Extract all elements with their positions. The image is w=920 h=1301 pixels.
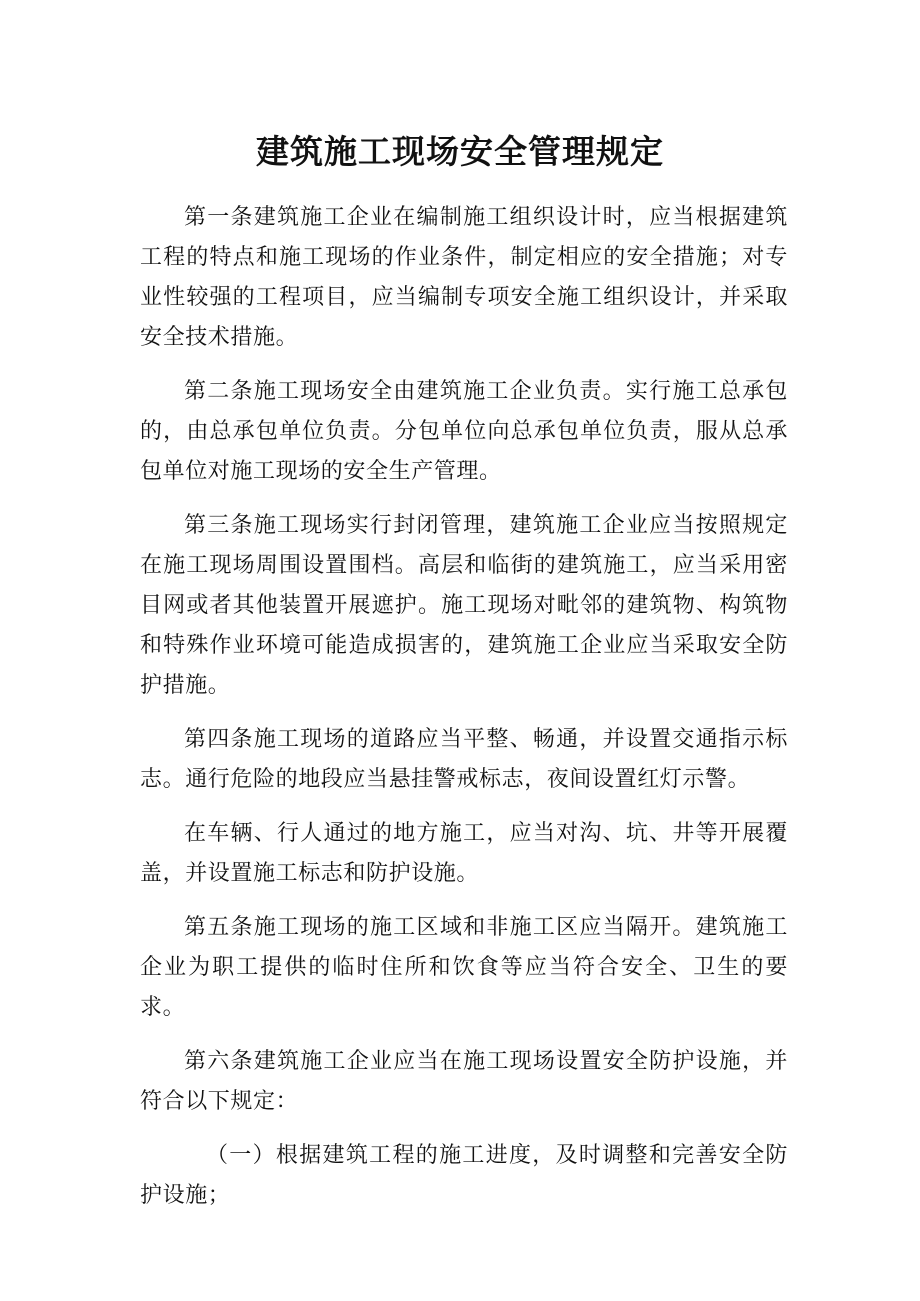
article-4-continued-paragraph: 在车辆、行人通过的地方施工，应当对沟、坑、井等开展覆盖，并设置施工标志和防护设施。: [140, 821, 788, 886]
document-title: 建筑施工现场安全管理规定: [256, 132, 664, 171]
article-6-paragraph: 第六条建筑施工企业应当在施工现场设置安全防护设施，并符合以下规定：: [140, 1049, 788, 1114]
article-1-paragraph: 第一条建筑施工企业在编制施工组织设计时，应当根据建筑工程的特点和施工现场的作业条件，制定相应的安全措施；对专业性较强的工程项目，应当编制专项安全施工组织设计，并采取安全技术措施。: [140, 205, 788, 350]
article-3-paragraph: 第三条施工现场实行封闭管理，建筑施工企业应当按照规定在施工现场周围设置围档。高层和临街的建筑施工，应当采用密目网或者其他装置开展遮护。施工现场对毗邻的建筑物、构筑物和特殊作业环境可能造成损害的，建筑施工企业应当采取安全防护措施。: [140, 513, 788, 698]
article-4-paragraph: 第四条施工现场的道路应当平整、畅通，并设置交通指示标志。通行危险的地段应当悬挂警戒标志，夜间设置红灯示警。: [140, 727, 788, 792]
article-6-item-1-paragraph: （一）根据建筑工程的施工进度，及时调整和完善安全防护设施；: [140, 1143, 788, 1208]
document-body: [140, 198, 788, 1230]
article-5-paragraph: 第五条施工现场的施工区域和非施工区应当隔开。建筑施工企业为职工提供的临时住所和饮食等应当符合安全、卫生的要求。: [140, 915, 788, 1020]
article-2-paragraph: 第二条施工现场安全由建筑施工企业负责。实行施工总承包的，由总承包单位负责。分包单位向总承包单位负责，服从总承包单位对施工现场的安全生产管理。: [140, 379, 788, 484]
